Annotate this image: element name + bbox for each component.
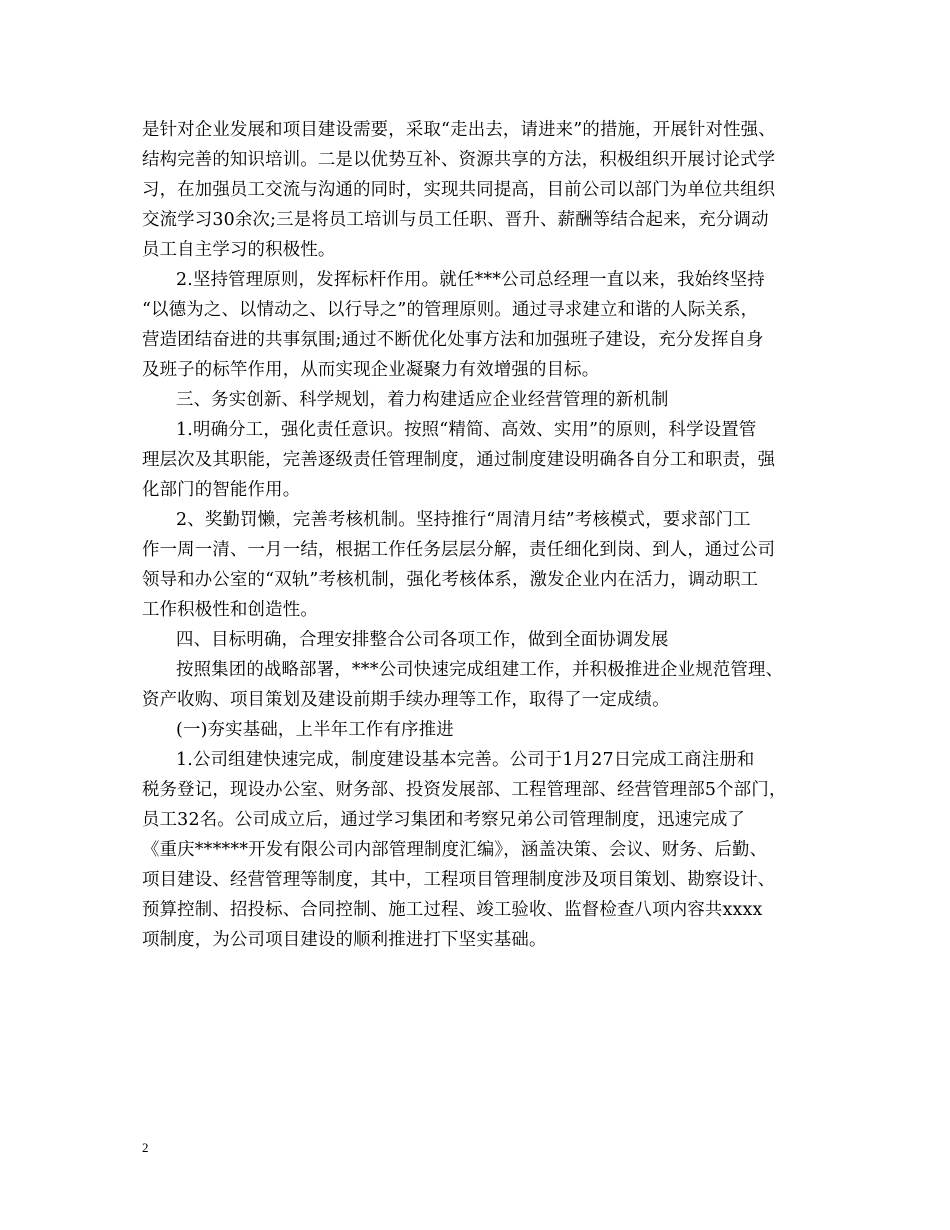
text-line: 结构完善的知识培训。二是以优势互补、资源共享的方法，积极组织开展讨论式学	[142, 150, 776, 170]
text-line: 营造团结奋进的共事氛围;通过不断优化处事方法和加强班子建设，充分发挥自身	[142, 330, 764, 350]
text-line: 是针对企业发展和项目建设需要，采取“走出去，请进来”的措施，开展针对性强、	[142, 120, 776, 140]
text-line: “以德为之、以情动之、以行导之”的管理原则。通过寻求建立和谐的人际关系，	[142, 300, 759, 320]
text-line: 税务登记，现设办公室、财务部、投资发展部、工程管理部、经营管理部5个部门，	[142, 780, 787, 800]
text-line: 员工32名。公司成立后，通过学习集团和考察兄弟公司管理制度，迅速完成了	[142, 810, 746, 830]
text-line: 交流学习30余次;三是将员工培训与员工任职、晋升、薪酬等结合起来，充分调动	[142, 210, 769, 230]
text-line: 2、奖勤罚懒，完善考核机制。坚持推行“周清月结”考核模式，要求部门工	[176, 510, 751, 530]
text-line: 1.公司组建快速完成，制度建设基本完善。公司于1月27日完成工商注册和	[176, 750, 755, 770]
text-line: 领导和办公室的“双轨”考核机制，强化考核体系，激发企业内在活力，调动职工	[142, 570, 759, 590]
text-line: 2.坚持管理原则，发挥标杆作用。就任***公司总经理一直以来，我始终坚持	[176, 270, 765, 290]
text-line: 1.明确分工，强化责任意识。按照“精简、高效、实用”的原则，科学设置管	[176, 420, 757, 440]
text-line: 化部门的智能作用。	[142, 480, 301, 500]
document-body	[142, 115, 822, 955]
text-line: 理层次及其职能，完善逐级责任管理制度，通过制度建设明确各自分工和职责，强	[142, 450, 776, 470]
subsection-heading: (一)夯实基础，上半年工作有序推进	[176, 720, 454, 740]
text-line: 员工自主学习的积极性。	[142, 240, 336, 260]
text-line: 资产收购、项目策划及建设前期手续办理等工作，取得了一定成绩。	[142, 690, 670, 710]
text-line: 工作积极性和创造性。	[142, 600, 318, 620]
text-line: 作一周一清、一月一结，根据工作任务层层分解，责任细化到岗、到人，通过公司	[142, 540, 776, 560]
text-line: 习，在加强员工交流与沟通的同时，实现共同提高，目前公司以部门为单位共组织	[142, 180, 776, 200]
text-line: 项目建设、经营管理等制度，其中，工程项目管理制度涉及项目策划、勘察设计、	[142, 870, 776, 890]
text-line: 项制度，为公司项目建设的顺利推进打下坚实基础。	[142, 930, 547, 950]
text-line: 《重庆******开发有限公司内部管理制度汇编》，涵盖决策、会议、财务、后勤、	[142, 840, 768, 860]
section-heading: 三、务实创新、科学规划，着力构建适应企业经营管理的新机制	[176, 390, 669, 410]
page-number: 2	[142, 1140, 149, 1155]
text-line: 及班子的标竿作用，从而实现企业凝聚力有效增强的目标。	[142, 360, 600, 380]
text-line: 按照集团的战略部署，***公司快速完成组建工作，并积极推进企业规范管理、	[176, 660, 784, 680]
section-heading: 四、目标明确，合理安排整合公司各项工作，做到全面协调发展	[176, 630, 669, 650]
text-line: 预算控制、招投标、合同控制、施工过程、竣工验收、监督检查八项内容共xxxx	[142, 900, 763, 920]
